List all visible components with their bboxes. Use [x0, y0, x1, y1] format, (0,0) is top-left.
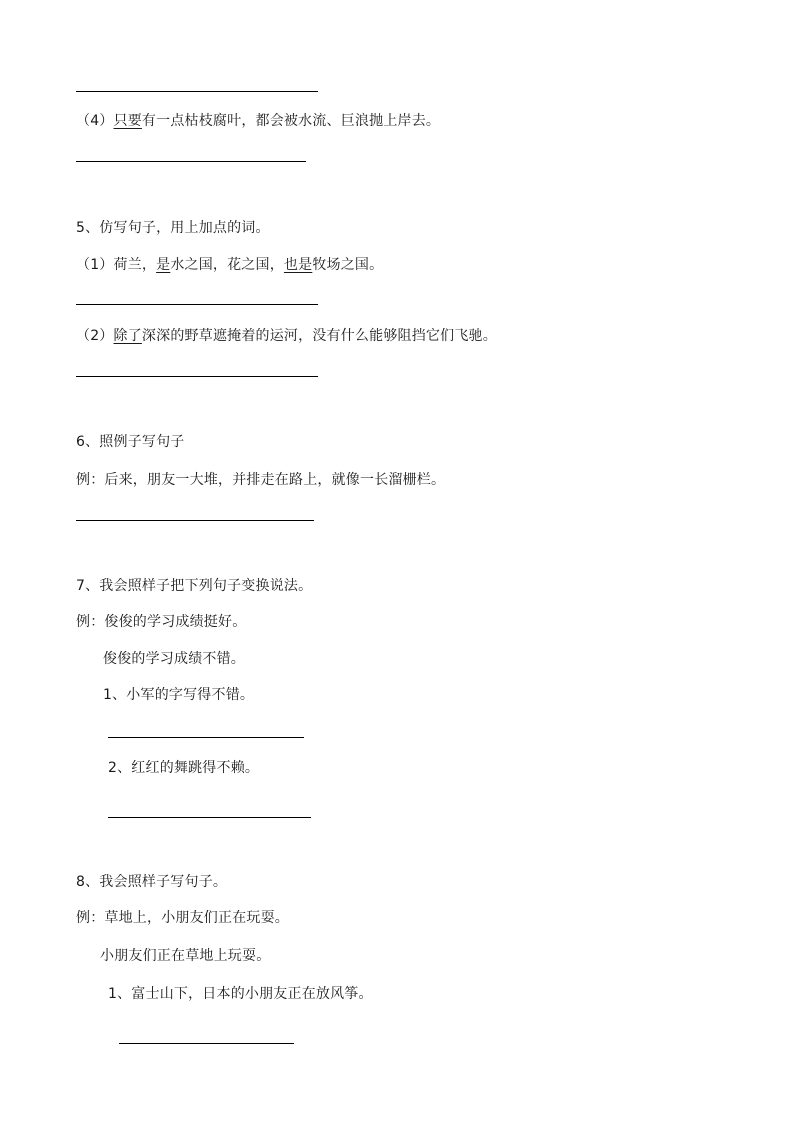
answer-line[interactable] — [108, 817, 311, 818]
answer-line[interactable] — [76, 376, 318, 377]
answer-line[interactable] — [108, 737, 304, 738]
sentence-text: 有一点枯枝腐叶，都会被水流、巨浪抛上岸去。 — [141, 113, 441, 129]
q5-sentence-2 — [76, 327, 497, 345]
q7-item-2: 2、红红的舞跳得不赖。 — [108, 760, 260, 776]
q8-item-1: 1、富士山下，日本的小朋友正在放风筝。 — [108, 986, 373, 1002]
q7-example-answer: 俊俊的学习成绩不错。 — [103, 651, 245, 667]
underlined-word: 除了 — [113, 328, 142, 344]
q8-example: 例：草地上，小朋友们正在玩耍。 — [76, 910, 289, 926]
q6-example: 例：后来，朋友一大堆，并排走在路上，就像一长溜栅栏。 — [76, 472, 446, 488]
underlined-word: 是 — [156, 257, 171, 273]
answer-line[interactable] — [76, 91, 318, 92]
sentence-text: （1）荷兰， — [76, 257, 157, 273]
answer-line[interactable] — [119, 1043, 294, 1044]
underlined-word: 只要 — [113, 113, 142, 129]
answer-line[interactable] — [76, 161, 306, 162]
q7-item-1: 1、小军的字写得不错。 — [103, 687, 255, 703]
q5-heading: 5、仿写句子，用上加点的词。 — [76, 220, 270, 236]
q8-heading: 8、我会照样子写句子。 — [76, 874, 228, 890]
answer-line[interactable] — [76, 304, 318, 305]
sentence-text: 深深的野草遮掩着的运河，没有什么能够阻挡它们飞驰。 — [141, 328, 497, 344]
sentence-text: 牧场之国。 — [312, 257, 384, 273]
underlined-word: 也是 — [283, 257, 313, 273]
answer-line[interactable] — [76, 520, 314, 521]
q5-sentence-1 — [76, 256, 383, 274]
item-number: （2） — [76, 328, 114, 344]
item-number: （4） — [76, 113, 114, 129]
q4-sentence-4 — [76, 112, 440, 130]
q8-example-answer: 小朋友们正在草地上玩耍。 — [100, 948, 271, 964]
q6-heading: 6、照例子写句子 — [76, 434, 185, 450]
sentence-text: 水之国，花之国， — [170, 257, 284, 273]
q7-heading: 7、我会照样子把下列句子变换说法。 — [76, 578, 313, 594]
q7-example: 例：俊俊的学习成绩挺好。 — [76, 614, 247, 630]
